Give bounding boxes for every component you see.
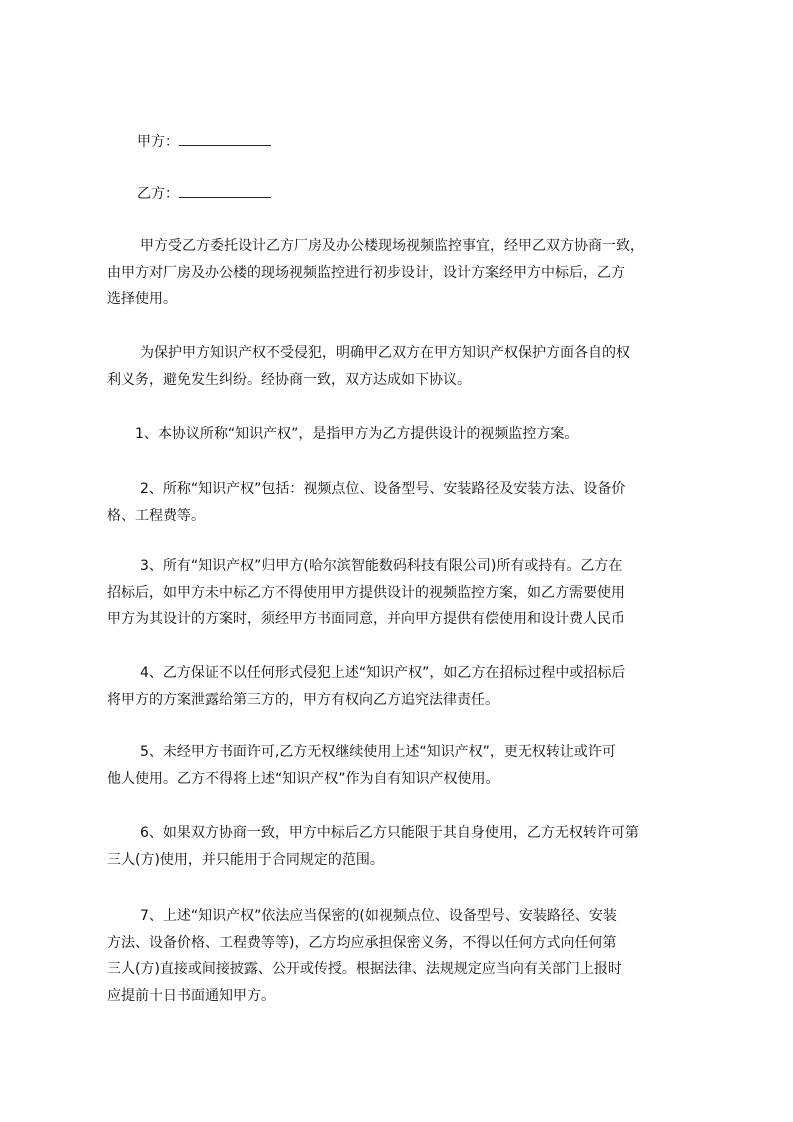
- paragraph-line: 7、上述“知识产权”依法应当保密的(如视频点位、设备型号、安装路径、安装: [140, 908, 617, 924]
- paragraph-line: 为保护甲方知识产权不受侵犯，明确甲乙双方在甲方知识产权保护方面各自的权: [140, 345, 630, 361]
- paragraph-line: 利义务，避免发生纠纷。经协商一致，双方达成如下协议。: [107, 371, 471, 388]
- paragraph-line: 选择使用。: [107, 291, 177, 307]
- clause-5: [107, 739, 707, 792]
- paragraph-purpose: [107, 340, 707, 393]
- party-b-label: 乙方：: [137, 186, 179, 202]
- paragraph-line: 三人(方)直接或间接披露、公开或传授。根据法律、法规规定应当向有关部门上报时: [107, 961, 622, 977]
- clause-4: [107, 660, 707, 713]
- paragraph-line: 将甲方的方案泄露给第三方的，甲方有权向乙方追究法律责任。: [107, 691, 499, 708]
- paragraph-line: 应提前十日书面通知甲方。: [107, 987, 275, 1004]
- party-a-label: 甲方：: [137, 134, 179, 150]
- paragraph-line: 三人(方)使用，并只能用于合同规定的范围。: [107, 851, 384, 868]
- paragraph-line: 1、本协议所称“知识产权”，是指甲方为乙方提供设计的视频监控方案。: [135, 426, 579, 442]
- paragraph-line: 甲方为其设计的方案时，须经甲方书面同意，并向甲方提供有偿使用和设计费人民币: [107, 611, 625, 627]
- paragraph-line: 4、乙方保证不以任何形式侵犯上述“知识产权”，如乙方在招标过程中或招标后: [140, 665, 626, 681]
- paragraph-line: 格、工程费等。: [107, 507, 205, 524]
- paragraph-intro: [107, 233, 707, 313]
- paragraph-line: 由甲方对厂房及办公楼的现场视频监控进行初步设计，设计方案经甲方中标后，乙方: [107, 264, 625, 281]
- paragraph-line: 他人使用。乙方不得将上述“知识产权”作为自有知识产权使用。: [107, 770, 500, 787]
- clause-1: [107, 421, 707, 448]
- clause-2: [107, 476, 707, 529]
- party-a-blank: [179, 132, 271, 146]
- paragraph-line: 5、未经甲方书面许可,乙方无权继续使用上述“知识产权”，更无权转让或许可: [140, 744, 616, 760]
- paragraph-line: 方法、设备价格、工程费等等)，乙方均应承担保密义务，不得以任何方式向任何第: [107, 934, 617, 951]
- paragraph-line: 甲方受乙方委托设计乙方厂房及办公楼现场视频监控事宜，经甲乙双方协商一致，: [140, 238, 644, 254]
- clause-3: [107, 553, 707, 633]
- paragraph-line: 招标后，如甲方未中标乙方不得使用甲方提供设计的视频监控方案，如乙方需要使用: [107, 584, 625, 601]
- clause-6: [107, 820, 707, 873]
- clause-7: [107, 903, 707, 1009]
- paragraph-line: 6、如果双方协商一致，甲方中标后乙方只能限于其自身使用，乙方无权转许可第: [140, 825, 639, 841]
- paragraph-line: 3、所有“知识产权”归甲方(哈尔滨智能数码科技有限公司)所有或持有。乙方在: [140, 558, 623, 574]
- party-a-line: [137, 132, 271, 152]
- paragraph-line: 2、所称“知识产权”包括：视频点位、设备型号、安装路径及安装方法、设备价: [140, 481, 626, 497]
- party-b-line: [137, 184, 271, 204]
- party-b-blank: [179, 184, 271, 198]
